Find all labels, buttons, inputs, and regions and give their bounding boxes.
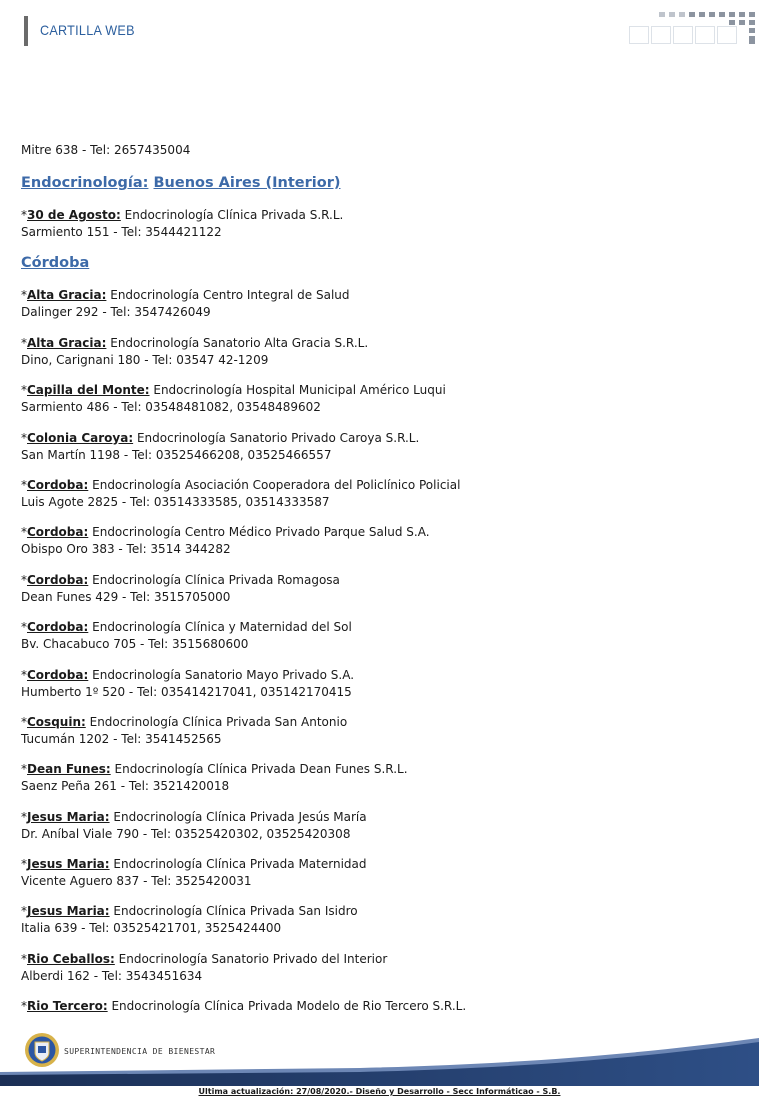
- provider-name: Endocrinología Sanatorio Alta Gracia S.R.L.: [110, 335, 369, 350]
- provider-line: *Jesus Maria: Endocrinología Clínica Privada San Isidro: [21, 904, 358, 919]
- provider-address: Obispo Oro 383 - Tel: 3514 344282: [21, 542, 231, 557]
- provider-entry: [21, 809, 741, 843]
- provider-entry: [21, 430, 741, 464]
- provider-entry: [21, 903, 741, 937]
- provider-name: Endocrinología Clínica y Maternidad del Sol: [92, 620, 352, 635]
- header-grid-decoration: [629, 12, 759, 48]
- city-link[interactable]: Cordoba:: [27, 620, 89, 635]
- province-link[interactable]: Córdoba: [21, 255, 90, 272]
- city-link[interactable]: Cordoba:: [27, 667, 89, 682]
- city-link[interactable]: Jesus Maria:: [27, 857, 110, 872]
- provider-address: Sarmiento 486 - Tel: 03548481082, 03548489602: [21, 400, 321, 415]
- provider-entry: [21, 761, 741, 795]
- provider-name: Endocrinología Clínica Privada Maternidad: [113, 857, 367, 872]
- last-update-note: Ultima actualización: 27/08/2020.- Diseño y Desarrollo - Secc Informáticao - S.B.: [198, 1087, 561, 1096]
- provider-address: Dean Funes 429 - Tel: 3515705000: [21, 589, 231, 604]
- provider-address: Dr. Aníbal Viale 790 - Tel: 03525420302, 03525420308: [21, 826, 351, 841]
- provider-entry: [21, 714, 741, 748]
- provider-name: Endocrinología Sanatorio Mayo Privado S.A.: [92, 667, 355, 682]
- provider-line: *Alta Gracia: Endocrinología Sanatorio Alta Gracia S.R.L.: [21, 335, 369, 350]
- page-title: CARTILLA WEB: [40, 22, 135, 38]
- provider-entry: [21, 335, 741, 369]
- provider-address: Vicente Aguero 837 - Tel: 3525420031: [21, 874, 252, 889]
- provider-address: Luis Agote 2825 - Tel: 03514333585, 03514333587: [21, 494, 330, 509]
- provider-name: Endocrinología Sanatorio Privado Caroya S.R.L.: [136, 430, 420, 445]
- provider-name: Endocrinología Clínica Privada S.R.L.: [124, 208, 344, 222]
- provider-line: *Alta Gracia: Endocrinología Centro Integral de Salud: [21, 288, 350, 303]
- provider-entry: [21, 524, 741, 558]
- provider-address: San Martín 1198 - Tel: 03525466208, 03525466557: [21, 447, 332, 462]
- provider-line: *Cordoba: Endocrinología Centro Médico Privado Parque Salud S.A.: [21, 525, 430, 540]
- city-link[interactable]: Alta Gracia:: [27, 288, 107, 303]
- provider-line: *Rio Ceballos: Endocrinología Sanatorio Privado del Interior: [21, 951, 388, 966]
- provider-entry: [21, 287, 741, 321]
- city-link[interactable]: Cosquin:: [27, 714, 86, 729]
- provider-name: Endocrinología Hospital Municipal Américo Luqui: [153, 383, 446, 398]
- provider-name: Endocrinología Clínica Privada San Antonio: [89, 714, 348, 729]
- provider-line: *30 de Agosto: Endocrinología Clínica Privada S.R.L.: [21, 208, 344, 222]
- city-link[interactable]: Capilla del Monte:: [27, 383, 150, 398]
- provider-line: *Cosquin: Endocrinología Clínica Privada San Antonio: [21, 714, 348, 729]
- city-link[interactable]: Cordoba:: [27, 477, 89, 492]
- provider-line: *Capilla del Monte: Endocrinología Hospital Municipal Américo Luqui: [21, 383, 446, 398]
- directory-content: [21, 142, 741, 1029]
- provider-entry: [21, 477, 741, 511]
- provider-line: *Cordoba: Endocrinología Sanatorio Mayo Privado S.A.: [21, 667, 355, 682]
- provider-entry: [21, 951, 741, 985]
- footer-band: [0, 1030, 759, 1086]
- provider-name: Endocrinología Centro Integral de Salud: [110, 288, 350, 303]
- provider-name: Endocrinología Sanatorio Privado del Interior: [118, 951, 388, 966]
- provider-entry: [21, 207, 741, 241]
- shield-logo-icon: [24, 1032, 60, 1068]
- provider-address: Dino, Carignani 180 - Tel: 03547 42-1209: [21, 352, 269, 367]
- city-link[interactable]: 30 de Agosto:: [27, 208, 121, 222]
- province-link[interactable]: Buenos Aires (Interior): [153, 175, 341, 191]
- provider-address: Alberdi 162 - Tel: 3543451634: [21, 968, 203, 983]
- page-footer: [0, 1030, 759, 1101]
- city-link[interactable]: Alta Gracia:: [27, 335, 107, 350]
- section-cordoba-entries: [21, 287, 741, 1015]
- organization-name: SUPERINTENDENCIA DE BIENESTAR: [64, 1047, 216, 1056]
- city-link[interactable]: Cordoba:: [27, 525, 89, 540]
- provider-entry: [21, 667, 741, 701]
- provider-name: Endocrinología Centro Médico Privado Parque Salud S.A.: [92, 525, 430, 540]
- provider-line: *Dean Funes: Endocrinología Clínica Privada Dean Funes S.R.L.: [21, 762, 408, 777]
- provider-line: *Jesus Maria: Endocrinología Clínica Privada Maternidad: [21, 857, 367, 872]
- provider-entry: [21, 998, 741, 1015]
- provider-line: *Colonia Caroya: Endocrinología Sanatorio Privado Caroya S.R.L.: [21, 430, 420, 445]
- provider-name: Endocrinología Clínica Privada Modelo de Rio Tercero S.R.L.: [111, 999, 467, 1014]
- provider-entry: [21, 382, 741, 416]
- provider-address: Italia 639 - Tel: 03525421701, 3525424400: [21, 921, 282, 936]
- city-link[interactable]: Jesus Maria:: [27, 809, 110, 824]
- provider-name: Endocrinología Clínica Privada Romagosa: [92, 572, 340, 587]
- specialty-link[interactable]: Endocrinología:: [21, 175, 149, 191]
- provider-name: Endocrinología Asociación Cooperadora del Policlínico Policial: [92, 477, 461, 492]
- provider-entry: [21, 572, 741, 606]
- city-link[interactable]: Rio Tercero:: [27, 999, 108, 1014]
- provider-line: *Jesus Maria: Endocrinología Clínica Privada Jesús María: [21, 809, 367, 824]
- provider-name: Endocrinología Clínica Privada Dean Funes S.R.L.: [114, 762, 408, 777]
- city-link[interactable]: Jesus Maria:: [27, 904, 110, 919]
- provider-address: Dalinger 292 - Tel: 3547426049: [21, 305, 211, 320]
- header-accent-bar: [24, 16, 28, 46]
- provider-address: Tucumán 1202 - Tel: 3541452565: [21, 731, 222, 746]
- provider-address: Humberto 1º 520 - Tel: 035414217041, 035142170415: [21, 684, 352, 699]
- city-link[interactable]: Cordoba:: [27, 572, 89, 587]
- section-heading-cordoba: [21, 254, 741, 272]
- continued-address: Mitre 638 - Tel: 2657435004: [21, 143, 191, 157]
- page-header: [0, 0, 759, 60]
- city-link[interactable]: Colonia Caroya:: [27, 430, 134, 445]
- provider-address: Bv. Chacabuco 705 - Tel: 3515680600: [21, 637, 249, 652]
- provider-name: Endocrinología Clínica Privada San Isidro: [113, 904, 358, 919]
- section-buenos-aires-entries: [21, 207, 741, 241]
- provider-line: *Cordoba: Endocrinología Clínica y Maternidad del Sol: [21, 620, 352, 635]
- provider-address: Sarmiento 151 - Tel: 3544421122: [21, 225, 222, 239]
- city-link[interactable]: Dean Funes:: [27, 762, 111, 777]
- provider-entry: [21, 856, 741, 890]
- provider-name: Endocrinología Clínica Privada Jesús María: [113, 809, 367, 824]
- provider-line: *Cordoba: Endocrinología Clínica Privada Romagosa: [21, 572, 340, 587]
- section-heading-buenos-aires: [21, 174, 741, 192]
- provider-entry: [21, 619, 741, 653]
- city-link[interactable]: Rio Ceballos:: [27, 951, 115, 966]
- provider-line: *Rio Tercero: Endocrinología Clínica Privada Modelo de Rio Tercero S.R.L.: [21, 999, 467, 1014]
- provider-line: *Cordoba: Endocrinología Asociación Cooperadora del Policlínico Policial: [21, 477, 461, 492]
- provider-address: Saenz Peña 261 - Tel: 3521420018: [21, 779, 230, 794]
